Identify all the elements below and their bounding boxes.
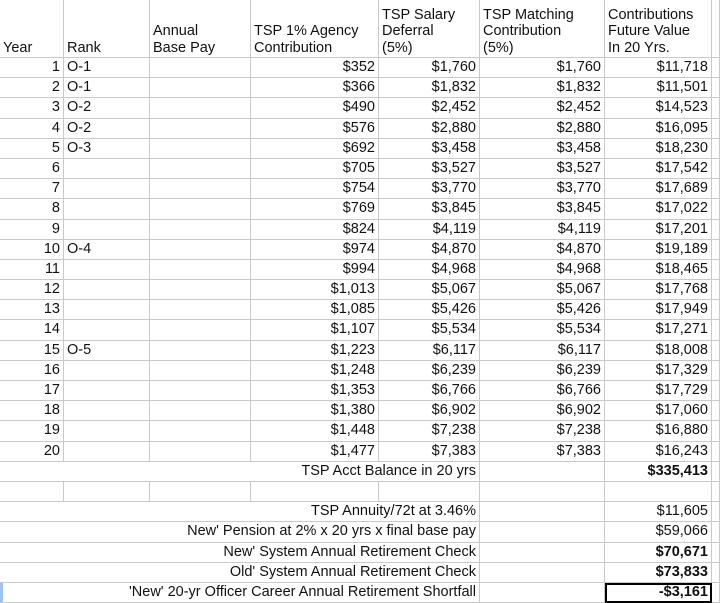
header-line: Base Pay xyxy=(153,39,216,56)
cell-empty[interactable] xyxy=(480,583,605,603)
cell-empty[interactable] xyxy=(480,543,605,563)
cell-year[interactable]: 13 xyxy=(0,300,64,320)
cell-empty[interactable] xyxy=(712,482,720,502)
cell-rank[interactable] xyxy=(64,320,150,340)
cell-future-value[interactable]: $19,189 xyxy=(605,240,712,260)
summary-label[interactable]: New' System Annual Retirement Check xyxy=(0,543,480,563)
cell-empty[interactable] xyxy=(605,482,712,502)
cell-extra[interactable] xyxy=(712,563,720,583)
header-matching-contribution[interactable] xyxy=(480,0,605,58)
summary-label[interactable]: 'New' 20-yr Officer Career Annual Retirement Shortfall xyxy=(0,583,480,603)
cell-year[interactable]: 6 xyxy=(0,159,64,179)
header-line: Contribution xyxy=(483,23,562,39)
summary-label[interactable]: Old' System Annual Retirement Check xyxy=(0,563,480,583)
cell-agency[interactable]: $824 xyxy=(251,220,379,240)
cell-rank[interactable] xyxy=(64,179,150,199)
cell-rank[interactable]: O-2 xyxy=(64,98,150,118)
header-future-value[interactable] xyxy=(605,0,712,58)
cell-extra[interactable] xyxy=(712,442,720,462)
cell-year[interactable]: 4 xyxy=(0,119,64,139)
cell-extra[interactable] xyxy=(712,401,720,421)
cell-rank[interactable] xyxy=(64,442,150,462)
cell-future-value[interactable]: $17,949 xyxy=(605,300,712,320)
cell-rank[interactable]: O-3 xyxy=(64,139,150,159)
header-line: Contributions xyxy=(608,6,694,23)
cell-extra[interactable] xyxy=(712,58,720,78)
header-line: In 20 Yrs. xyxy=(608,39,670,56)
cell-base-pay[interactable] xyxy=(150,361,251,381)
cell-agency[interactable]: $576 xyxy=(251,119,379,139)
cell-future-value[interactable]: $17,201 xyxy=(605,220,712,240)
cell-matching[interactable]: $1,760 xyxy=(480,58,605,78)
cell-extra[interactable] xyxy=(712,98,720,118)
balance-label[interactable]: TSP Acct Balance in 20 yrs xyxy=(0,462,480,482)
cell-deferral[interactable]: $6,902 xyxy=(379,401,480,421)
cell-agency[interactable]: $1,353 xyxy=(251,381,379,401)
header-line: Deferral xyxy=(382,23,434,39)
cell-deferral[interactable]: $2,452 xyxy=(379,98,480,118)
header-line: TSP Salary xyxy=(382,6,456,23)
cell-deferral[interactable]: $1,832 xyxy=(379,78,480,98)
cell-year[interactable]: 17 xyxy=(0,381,64,401)
cell-future-value[interactable]: $18,008 xyxy=(605,341,712,361)
cell-base-pay[interactable] xyxy=(150,381,251,401)
cell-deferral[interactable]: $4,968 xyxy=(379,260,480,280)
cell-extra[interactable] xyxy=(712,179,720,199)
cell-year[interactable]: 5 xyxy=(0,139,64,159)
header-line: (5%) xyxy=(483,39,514,56)
cell-year[interactable]: 18 xyxy=(0,401,64,421)
cell-matching[interactable]: $3,527 xyxy=(480,159,605,179)
cell-base-pay[interactable] xyxy=(150,98,251,118)
cell-base-pay[interactable] xyxy=(150,401,251,421)
header-extra[interactable] xyxy=(712,0,720,58)
summary-label[interactable]: TSP Annuity/72t at 3.46% xyxy=(0,502,480,522)
cell-deferral[interactable]: $5,534 xyxy=(379,320,480,340)
cell-year[interactable]: 19 xyxy=(0,421,64,441)
cell-agency[interactable]: $994 xyxy=(251,260,379,280)
cell-matching[interactable]: $6,766 xyxy=(480,381,605,401)
cell-base-pay[interactable] xyxy=(150,179,251,199)
cell-base-pay[interactable] xyxy=(150,442,251,462)
cell-deferral[interactable]: $5,067 xyxy=(379,280,480,300)
summary-value[interactable]: $11,605 xyxy=(605,502,712,522)
cell-year[interactable]: 7 xyxy=(0,179,64,199)
cell-matching[interactable]: $6,239 xyxy=(480,361,605,381)
summary-value[interactable]: $59,066 xyxy=(605,522,712,542)
cell-matching[interactable]: $4,870 xyxy=(480,240,605,260)
cell-deferral[interactable]: $5,426 xyxy=(379,300,480,320)
cell-matching[interactable]: $3,458 xyxy=(480,139,605,159)
cell-rank[interactable] xyxy=(64,159,150,179)
cell-extra[interactable] xyxy=(712,240,720,260)
cell-deferral[interactable]: $6,766 xyxy=(379,381,480,401)
cell-year[interactable]: 11 xyxy=(0,260,64,280)
cell-base-pay[interactable] xyxy=(150,421,251,441)
cell-deferral[interactable]: $3,458 xyxy=(379,139,480,159)
cell-base-pay[interactable] xyxy=(150,159,251,179)
cell-matching[interactable]: $3,770 xyxy=(480,179,605,199)
header-year[interactable] xyxy=(0,0,64,58)
cell-rank[interactable]: O-2 xyxy=(64,119,150,139)
data-grid xyxy=(0,58,720,603)
cell-future-value[interactable]: $17,542 xyxy=(605,159,712,179)
cell-extra[interactable] xyxy=(712,421,720,441)
header-line: Rank xyxy=(67,39,101,56)
cell-agency[interactable]: $1,085 xyxy=(251,300,379,320)
cell-matching[interactable]: $5,067 xyxy=(480,280,605,300)
header-salary-deferral[interactable] xyxy=(379,0,480,58)
cell-future-value[interactable]: $17,689 xyxy=(605,179,712,199)
cell-agency[interactable]: $769 xyxy=(251,199,379,219)
cell-year[interactable]: 2 xyxy=(0,78,64,98)
cell-empty[interactable] xyxy=(480,522,605,542)
summary-label[interactable]: New' Pension at 2% x 20 yrs x final base pay xyxy=(0,522,480,542)
header-base-pay[interactable] xyxy=(150,0,251,58)
cell-extra[interactable] xyxy=(712,199,720,219)
cell-agency[interactable]: $1,448 xyxy=(251,421,379,441)
cell-rank[interactable]: O-5 xyxy=(64,341,150,361)
cell-deferral[interactable]: $6,239 xyxy=(379,361,480,381)
header-row xyxy=(0,0,720,58)
shortfall-value[interactable]: -$3,161 xyxy=(605,583,712,603)
cell-future-value[interactable]: $18,230 xyxy=(605,139,712,159)
cell-matching[interactable]: $2,880 xyxy=(480,119,605,139)
cell-future-value[interactable]: $17,060 xyxy=(605,401,712,421)
cell-agency[interactable]: $1,223 xyxy=(251,341,379,361)
cell-matching[interactable]: $4,119 xyxy=(480,220,605,240)
cell-future-value[interactable]: $14,523 xyxy=(605,98,712,118)
cell-extra[interactable] xyxy=(712,502,720,522)
cell-year[interactable]: 20 xyxy=(0,442,64,462)
cell-deferral[interactable]: $7,238 xyxy=(379,421,480,441)
cell-base-pay[interactable] xyxy=(150,78,251,98)
cell-extra[interactable] xyxy=(712,381,720,401)
cell-matching[interactable]: $5,426 xyxy=(480,300,605,320)
cell-extra[interactable] xyxy=(712,361,720,381)
cell-deferral[interactable]: $1,760 xyxy=(379,58,480,78)
summary-value[interactable]: $73,833 xyxy=(605,563,712,583)
cell-agency[interactable]: $705 xyxy=(251,159,379,179)
cell-extra[interactable] xyxy=(712,583,720,603)
cell-agency[interactable]: $1,013 xyxy=(251,280,379,300)
cell-extra[interactable] xyxy=(712,320,720,340)
cell-future-value[interactable]: $17,271 xyxy=(605,320,712,340)
cell-agency[interactable]: $754 xyxy=(251,179,379,199)
cell-year[interactable]: 9 xyxy=(0,220,64,240)
cell-rank[interactable] xyxy=(64,199,150,219)
cell-extra[interactable] xyxy=(712,543,720,563)
cell-matching[interactable]: $6,902 xyxy=(480,401,605,421)
cell-extra[interactable] xyxy=(712,119,720,139)
cell-future-value[interactable]: $16,095 xyxy=(605,119,712,139)
cell-matching[interactable]: $1,832 xyxy=(480,78,605,98)
cell-year[interactable]: 1 xyxy=(0,58,64,78)
cell-matching[interactable]: $2,452 xyxy=(480,98,605,118)
cell-agency[interactable]: $1,380 xyxy=(251,401,379,421)
cell-base-pay[interactable] xyxy=(150,139,251,159)
header-agency-contribution[interactable] xyxy=(251,0,379,58)
cell-rank[interactable]: O-4 xyxy=(64,240,150,260)
cell-rank[interactable]: O-1 xyxy=(64,78,150,98)
cell-base-pay[interactable] xyxy=(150,58,251,78)
cell-base-pay[interactable] xyxy=(150,119,251,139)
cell-empty[interactable] xyxy=(480,502,605,522)
cell-year[interactable]: 16 xyxy=(0,361,64,381)
cell-matching[interactable]: $4,968 xyxy=(480,260,605,280)
cell-future-value[interactable]: $17,729 xyxy=(605,381,712,401)
cell-empty[interactable] xyxy=(480,462,605,482)
cell-year[interactable]: 10 xyxy=(0,240,64,260)
cell-extra[interactable] xyxy=(712,260,720,280)
cell-deferral[interactable]: $7,383 xyxy=(379,442,480,462)
cell-extra[interactable] xyxy=(712,280,720,300)
cell-deferral[interactable]: $3,845 xyxy=(379,199,480,219)
cell-empty[interactable] xyxy=(150,482,251,502)
cell-future-value[interactable]: $17,022 xyxy=(605,199,712,219)
cell-base-pay[interactable] xyxy=(150,300,251,320)
cell-year[interactable]: 15 xyxy=(0,341,64,361)
cell-future-value[interactable]: $11,501 xyxy=(605,78,712,98)
cell-future-value[interactable]: $16,243 xyxy=(605,442,712,462)
cell-rank[interactable] xyxy=(64,280,150,300)
cell-extra[interactable] xyxy=(712,159,720,179)
header-line: Contribution xyxy=(254,39,333,56)
cell-base-pay[interactable] xyxy=(150,280,251,300)
cell-empty[interactable] xyxy=(251,482,379,502)
cell-extra[interactable] xyxy=(712,522,720,542)
cell-year[interactable]: 12 xyxy=(0,280,64,300)
cell-base-pay[interactable] xyxy=(150,320,251,340)
cell-extra[interactable] xyxy=(712,139,720,159)
cell-future-value[interactable]: $16,880 xyxy=(605,421,712,441)
cell-matching[interactable]: $3,845 xyxy=(480,199,605,219)
cell-rank[interactable] xyxy=(64,381,150,401)
cell-agency[interactable]: $1,107 xyxy=(251,320,379,340)
cell-year[interactable]: 14 xyxy=(0,320,64,340)
cell-deferral[interactable]: $3,527 xyxy=(379,159,480,179)
cell-agency[interactable]: $974 xyxy=(251,240,379,260)
cell-rank[interactable] xyxy=(64,260,150,280)
cell-rank[interactable] xyxy=(64,401,150,421)
cell-base-pay[interactable] xyxy=(150,260,251,280)
cell-base-pay[interactable] xyxy=(150,240,251,260)
cell-agency[interactable]: $366 xyxy=(251,78,379,98)
cell-rank[interactable] xyxy=(64,421,150,441)
header-line: Annual xyxy=(153,23,199,39)
cell-agency[interactable]: $1,477 xyxy=(251,442,379,462)
header-line: Year xyxy=(3,39,33,56)
cell-agency[interactable]: $352 xyxy=(251,58,379,78)
cell-extra[interactable] xyxy=(712,300,720,320)
cell-base-pay[interactable] xyxy=(150,199,251,219)
summary-value[interactable]: $70,671 xyxy=(605,543,712,563)
cell-deferral[interactable]: $6,117 xyxy=(379,341,480,361)
cell-rank[interactable]: O-1 xyxy=(64,58,150,78)
header-line: Future Value xyxy=(608,23,690,39)
cell-extra[interactable] xyxy=(712,220,720,240)
cell-matching[interactable]: $7,383 xyxy=(480,442,605,462)
cell-empty[interactable] xyxy=(379,482,480,502)
cell-matching[interactable]: $5,534 xyxy=(480,320,605,340)
cell-base-pay[interactable] xyxy=(150,341,251,361)
cell-rank[interactable] xyxy=(64,220,150,240)
cell-future-value[interactable]: $11,718 xyxy=(605,58,712,78)
cell-extra[interactable] xyxy=(712,341,720,361)
cell-year[interactable]: 3 xyxy=(0,98,64,118)
cell-extra[interactable] xyxy=(712,462,720,482)
cell-rank[interactable] xyxy=(64,300,150,320)
cell-future-value[interactable]: $18,465 xyxy=(605,260,712,280)
cell-matching[interactable]: $7,238 xyxy=(480,421,605,441)
cell-future-value[interactable]: $17,768 xyxy=(605,280,712,300)
cell-agency[interactable]: $1,248 xyxy=(251,361,379,381)
cell-deferral[interactable]: $4,119 xyxy=(379,220,480,240)
cell-year[interactable]: 8 xyxy=(0,199,64,219)
cell-empty[interactable] xyxy=(0,482,64,502)
cell-deferral[interactable]: $4,870 xyxy=(379,240,480,260)
cell-matching[interactable]: $6,117 xyxy=(480,341,605,361)
cell-future-value[interactable]: $17,329 xyxy=(605,361,712,381)
cell-rank[interactable] xyxy=(64,361,150,381)
header-line: TSP Matching xyxy=(483,6,574,23)
cell-empty[interactable] xyxy=(480,563,605,583)
balance-value[interactable]: $335,413 xyxy=(605,462,712,482)
cell-deferral[interactable]: $3,770 xyxy=(379,179,480,199)
header-line: TSP 1% Agency xyxy=(254,23,359,39)
header-rank[interactable] xyxy=(64,0,150,58)
cell-base-pay[interactable] xyxy=(150,220,251,240)
cell-empty[interactable] xyxy=(64,482,150,502)
cell-extra[interactable] xyxy=(712,78,720,98)
header-line: (5%) xyxy=(382,39,413,56)
cell-empty[interactable] xyxy=(480,482,605,502)
cell-deferral[interactable]: $2,880 xyxy=(379,119,480,139)
cell-agency[interactable]: $692 xyxy=(251,139,379,159)
cell-agency[interactable]: $490 xyxy=(251,98,379,118)
